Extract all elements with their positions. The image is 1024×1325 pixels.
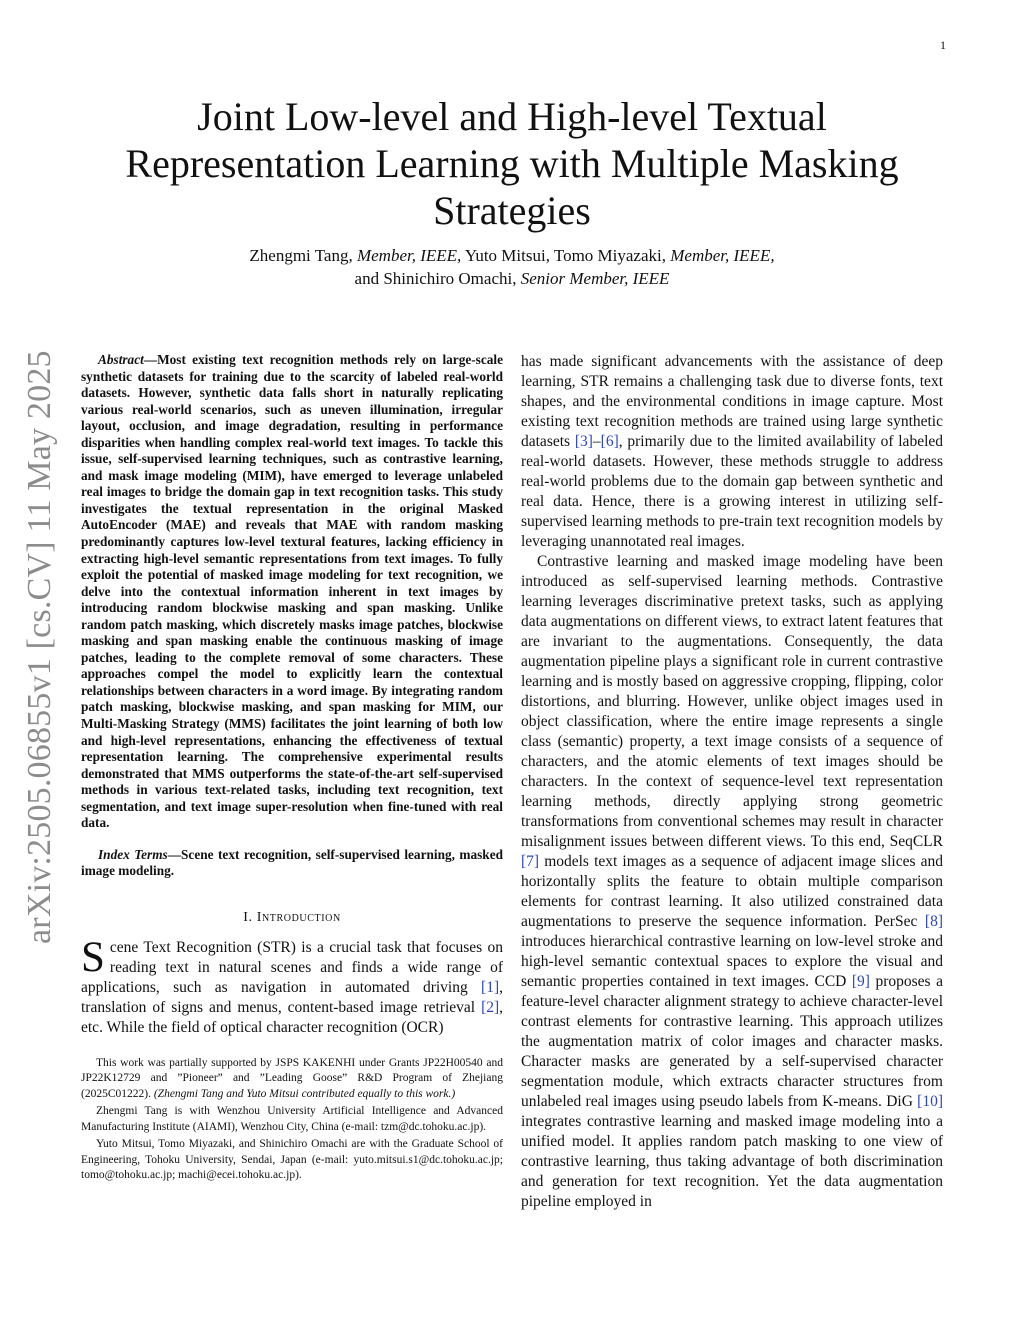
author-role: Member, IEEE,: [670, 246, 775, 265]
body-text: models text images as a sequence of adjacent image slices and horizontally splits the feature to obtain multiple comparison elements for contrast learning. It also utilized constrained data augmentations to preserve the sequence information. PerSec: [521, 853, 943, 930]
left-column: [81, 352, 503, 1184]
author-list: [84, 244, 940, 290]
citation-link[interactable]: [8]: [924, 913, 943, 930]
arxiv-identifier: arXiv:2505.06855v1 [cs.CV] 11 May 2025: [21, 350, 58, 944]
index-terms-label: Index Terms: [98, 846, 168, 862]
citation-link[interactable]: [9]: [851, 973, 870, 990]
section-title-initial: I: [256, 909, 262, 925]
citation-link[interactable]: [7]: [521, 853, 540, 870]
section-title-rest: ntroduction: [261, 909, 341, 925]
body-text: proposes a feature-level character alignment strategy to achieve character-level contrast elements for contrastive learning. This approach utilizes the augmentation matrix of color images and character masks. Character masks are generated by a self-supervised character segmentation module, which extracts character structures from unlabeled real images using pseudo labels from K-means. DiG: [521, 973, 943, 1110]
page-number: 1: [940, 38, 946, 52]
section-heading-introduction: [81, 908, 503, 928]
footnote-text: This work was partially supported by JSPS KAKENHI under Grants JP22H00540 and JP22K12729 and ”Pioneer” and ”Leading Goose” R&D Program of Zhejiang (2025C01222).: [81, 1056, 503, 1100]
footnote-affiliation-tang: Zhengmi Tang is with Wenzhou University Artificial Intelligence and Advanced Manufacturing Institute (AIAMI), Wenzhou City, China (e-mail: tzm@dc.tohoku.ac.jp).: [81, 1105, 503, 1133]
footnotes: [81, 1056, 503, 1184]
author-role: Senior Member, IEEE: [520, 269, 670, 288]
citation-link[interactable]: [3]: [574, 433, 593, 450]
citation-link[interactable]: [2]: [481, 998, 500, 1016]
paper-title: Joint Low-level and High-level Textual Representation Learning with Multiple Masking Strategies: [125, 94, 899, 233]
section-numeral: I.: [243, 909, 253, 925]
abstract: Abstract—Most existing text recognition methods rely on large-scale synthetic datasets for training due to the scarcity of labeled real-world datasets. However, synthetic data falls short in naturally replicating various real-world scenarios, such as uneven illumination, irregular layout, occlusion, and image degradation, resulting in performance disparities when handling complex real-world text images. To tackle this issue, self-supervised learning techniques, such as contrastive learning, and mask image modeling (MIM), have emerged to leverage unlabeled real images to bridge the domain gap in text recognition tasks. This study investigates the textual representation in the original Masked AutoEncoder (MAE) and reveals that MAE with random masking predominantly captures low-level textural features, lacking efficiency in extracting high-level semantic representations from text images. To fully exploit the potential of masked image modeling for text recognition, we delve into the contextual information inherent in text images by introducing random blockwise masking and span masking. Unlike random patch masking, which discretely masks image patches, blockwise masking and span masking enable the continuous masking of image patches, leading to the complete removal of some characters. These approaches compel the model to explicitly learn the contextual relationships between characters in a word image. By integrating random patch masking, blockwise masking, and span masking for MIM, our Multi-Masking Strategy (MMS) facilitates the joint learning of both low and high-level representations, enhancing the effectiveness of textual representation learning. The comprehensive experimental results demonstrated that MMS outperforms the state-of-the-art self-supervised methods in various text-related tasks, including text recognition, text segmentation, and text image super-resolution when fine-tuned with real data.: [81, 352, 503, 831]
introduction-paragraph: [81, 933, 504, 1038]
footnote-italic-note: (Zhengmi Tang and Yuto Mitsui contributed equally to this work.): [153, 1087, 456, 1100]
abstract-text: Most existing text recognition methods rely on large-scale synthetic datasets for training due to the scarcity of labeled real-world datasets. However, synthetic data falls short in naturally replicating various real-world scenarios, such as uneven illumination, irregular layout, occlusion, and image degradation, resulting in performance disparities when handling complex real-world text images. To tackle this issue, self-supervised learning techniques, such as contrastive learning, and mask image modeling (MIM), have emerged to leverage unlabeled real images to bridge the domain gap in text recognition tasks. This study investigates the textual representation in the original Masked AutoEncoder (MAE) and reveals that MAE with random masking predominantly captures low-level textural features, lacking efficiency in extracting high-level semantic representations from text images. To fully exploit the potential of masked image modeling for text recognition, we delve into the contextual information inherent in text images by introducing random blockwise masking and span masking. Unlike random patch masking, which discretely masks image patches, blockwise masking and span masking enable the continuous masking of image patches, leading to the complete removal of some characters. These approaches compel the model to explicitly learn the contextual relationships between characters in a word image. By integrating random patch masking, blockwise masking, and span masking for MIM, our Multi-Masking Strategy (MMS) facilitates the joint learning of both low and high-level representations, enhancing the effectiveness of textual representation learning. The comprehensive experimental results demonstrated that MMS outperforms the state-of-the-art self-supervised methods in various text-related tasks, including text recognition, text segmentation, and text image super-resolution when fine-tuned with real data.: [81, 352, 503, 831]
citation-link[interactable]: [10]: [917, 1093, 943, 1110]
footnote-funding: [81, 1056, 503, 1103]
footnote-affiliation-coauthors: Yuto Mitsui, Tomo Miyazaki, and Shinichiro Omachi are with the Graduate School of Engineering, Tohoku University, Sendai, Japan (e-mail: yuto.mitsui.s1@dc.tohoku.ac.jp; tomo@tohoku.ac.jp; machi@ecei.tohoku.ac.jp).: [81, 1138, 503, 1182]
body-text: Contrastive learning and masked image modeling have been introduced as self-supervised learning methods. Contrastive learning leverages discriminative pretext tasks, such as applying data augmentations on different views, to extract latent features that are invariant to the augmentations. Consequently, the data augmentation pipeline plays a significant role in current contrastive learning and is mostly based on aggressive cropping, flipping, color distortions, and blurring. However, unlike object images used in object classification, where the entire image represents a single class (semantic) property, a text image consists of a sequence of characters, and the atomic elements of text images should be characters. In the context of sequence-level text representation learning methods, directly applying strong geometric transformations from conventional schemes may result in character misalignment issues between different views. To this end, SeqCLR: [521, 553, 943, 850]
right-column: [521, 352, 943, 1212]
body-paragraph: [521, 552, 943, 1212]
drop-cap: S: [81, 933, 105, 981]
body-paragraph: [521, 352, 943, 552]
author-zhengmi-tang: Zhengmi Tang,: [249, 246, 353, 265]
intro-text: , etc. While the field of optical character recognition (OCR): [81, 998, 504, 1036]
citation-dash: –: [592, 433, 601, 450]
body-text: has made significant advancements with the assistance of deep learning, STR remains a challenging task due to diverse fonts, text shapes, and the environmental conditions in image capture. Most existing text recognition methods are trained using large synthetic datasets: [521, 353, 943, 450]
citation-link[interactable]: [1]: [481, 978, 500, 996]
index-terms-text: Scene text recognition, self-supervised learning, masked image modeling.: [81, 846, 503, 879]
abstract-label: Abstract: [98, 352, 144, 367]
author-role: Member, IEEE,: [356, 246, 462, 265]
body-text: integrates contrastive learning and masked image modeling into a unified model. It applies random patch masking to one view of contrastive learning, thus taking advantage of both discrimination and generation for text recognition. Yet the data augmentation pipeline employed in: [521, 1113, 943, 1210]
citation-link[interactable]: [6]: [600, 433, 619, 450]
intro-text: , translation of signs and menus, content-based image retrieval: [81, 978, 503, 1016]
author-shinichiro-omachi: and Shinichiro Omachi,: [354, 269, 517, 288]
author-mitsui-miyazaki: Yuto Mitsui, Tomo Miyazaki,: [464, 246, 666, 265]
index-terms: Index Terms—Scene text recognition, self-supervised learning, masked image modeling.: [81, 846, 503, 879]
body-text: , primarily due to the limited availability of labeled real-world datasets. However, these methods struggle to address real-world problems due to the domain gap between synthetic and real data. Hence, there is a growing interest in utilizing self-supervised learning methods to pre-train text recognition models by leveraging unannotated real images.: [521, 433, 944, 550]
body-text: introduces hierarchical contrastive learning on low-level stroke and high-level semantic contextual spaces to explore the visual and semantic properties contained in text images. CCD: [521, 933, 943, 990]
intro-text: cene Text Recognition (STR) is a crucial task that focuses on reading text in natural scenes and finds a wide range of applications, such as navigation in automated driving: [81, 938, 503, 996]
